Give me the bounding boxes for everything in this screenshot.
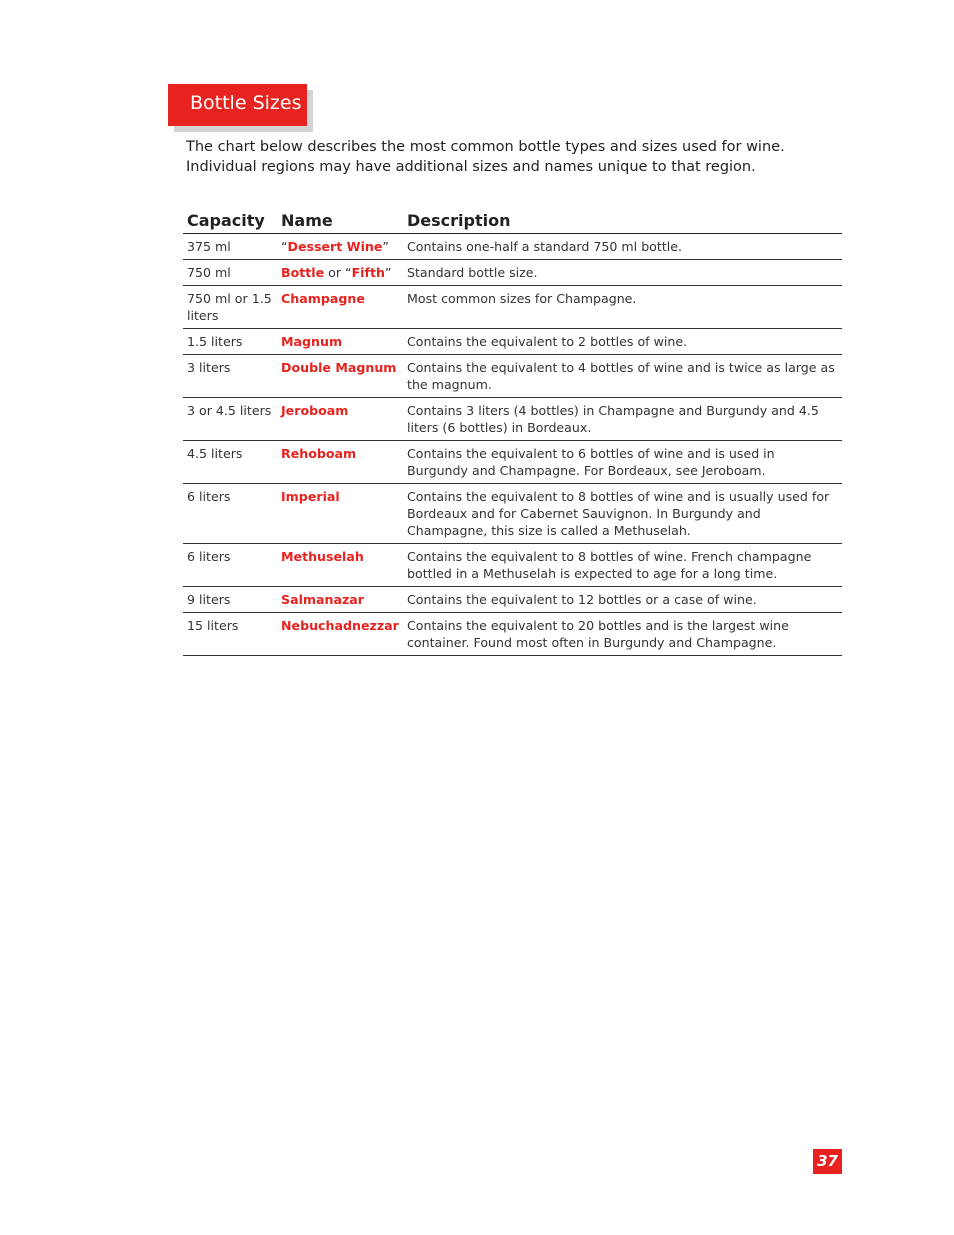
cell-description: Contains one-half a standard 750 ml bottle.	[403, 234, 842, 260]
bottle-name: Imperial	[281, 489, 340, 504]
table-row	[183, 587, 842, 613]
quote-open: “	[281, 239, 288, 254]
intro-line-2: Individual regions may have additional sizes and names unique to that region.	[186, 158, 756, 175]
bottle-name: Jeroboam	[281, 403, 349, 418]
cell-description: Contains the equivalent to 6 bottles of wine and is used in Burgundy and Champagne. For Bordeaux, see Jeroboam.	[403, 441, 842, 484]
cell-capacity: 4.5 liters	[183, 441, 277, 484]
page-number: 37	[813, 1149, 842, 1174]
table-row	[183, 484, 842, 544]
cell-capacity: 750 ml or 1.5 liters	[183, 286, 277, 329]
cell-capacity: 375 ml	[183, 234, 277, 260]
table-row	[183, 544, 842, 587]
cell-capacity: 750 ml	[183, 260, 277, 286]
table-header-row	[183, 210, 842, 234]
cell-name	[277, 355, 403, 398]
intro-paragraph	[186, 138, 826, 177]
bottle-sizes-table	[183, 210, 842, 656]
bottle-name: Salmanazar	[281, 592, 365, 607]
cell-description: Contains the equivalent to 8 bottles of wine. French champagne bottled in a Methuselah is expected to age for a long time.	[403, 544, 842, 587]
bottle-name: Methuselah	[281, 549, 364, 564]
cell-name	[277, 544, 403, 587]
cell-name	[277, 484, 403, 544]
header-name: Name	[277, 210, 403, 234]
table-row	[183, 441, 842, 484]
table-row	[183, 260, 842, 286]
bottle-name: Rehoboam	[281, 446, 357, 461]
cell-description: Contains the equivalent to 8 bottles of wine and is usually used for Bordeaux and for Cabernet Sauvignon. In Burgundy and Champagne, this size is called a Methuselah.	[403, 484, 842, 544]
cell-capacity: 9 liters	[183, 587, 277, 613]
cell-capacity: 6 liters	[183, 544, 277, 587]
cell-description: Contains the equivalent to 20 bottles and is the largest wine container. Found most often in Burgundy and Champagne.	[403, 613, 842, 656]
header-capacity: Capacity	[183, 210, 277, 234]
intro-line-1: The chart below describes the most common bottle types and sizes used for wine.	[186, 139, 785, 155]
bottle-name: Bottle	[281, 265, 325, 280]
cell-description: Contains 3 liters (4 bottles) in Champagne and Burgundy and 4.5 liters (6 bottles) in Bordeaux.	[403, 398, 842, 441]
bottle-name: Dessert Wine	[287, 239, 383, 254]
cell-name	[277, 260, 403, 286]
table-row	[183, 286, 842, 329]
cell-name	[277, 286, 403, 329]
cell-name	[277, 441, 403, 484]
cell-description: Contains the equivalent to 2 bottles of wine.	[403, 329, 842, 355]
section-title	[168, 84, 307, 126]
cell-name	[277, 613, 403, 656]
cell-name	[277, 329, 403, 355]
cell-capacity: 3 liters	[183, 355, 277, 398]
table-row	[183, 613, 842, 656]
cell-capacity: 1.5 liters	[183, 329, 277, 355]
cell-capacity: 15 liters	[183, 613, 277, 656]
cell-name	[277, 587, 403, 613]
cell-description: Standard bottle size.	[403, 260, 842, 286]
bottle-name: Magnum	[281, 334, 343, 349]
table-row	[183, 234, 842, 260]
name-connector: or “	[324, 265, 352, 280]
bottle-name: Nebuchadnezzar	[281, 618, 399, 633]
cell-name	[277, 398, 403, 441]
cell-capacity: 6 liters	[183, 484, 277, 544]
table-row	[183, 355, 842, 398]
cell-name	[277, 234, 403, 260]
header-description: Description	[403, 210, 842, 234]
cell-description: Most common sizes for Champagne.	[403, 286, 842, 329]
table-row	[183, 398, 842, 441]
bottle-name: Double Magnum	[281, 360, 397, 375]
bottle-name-alt: Fifth	[351, 265, 385, 280]
quote-close: ”	[384, 265, 392, 280]
cell-capacity: 3 or 4.5 liters	[183, 398, 277, 441]
cell-description: Contains the equivalent to 4 bottles of wine and is twice as large as the magnum.	[403, 355, 842, 398]
cell-description: Contains the equivalent to 12 bottles or a case of wine.	[403, 587, 842, 613]
quote-close: ”	[382, 239, 389, 254]
section-title-text: Bottle Sizes	[190, 92, 302, 114]
bottle-name: Champagne	[281, 291, 365, 306]
table-row	[183, 329, 842, 355]
